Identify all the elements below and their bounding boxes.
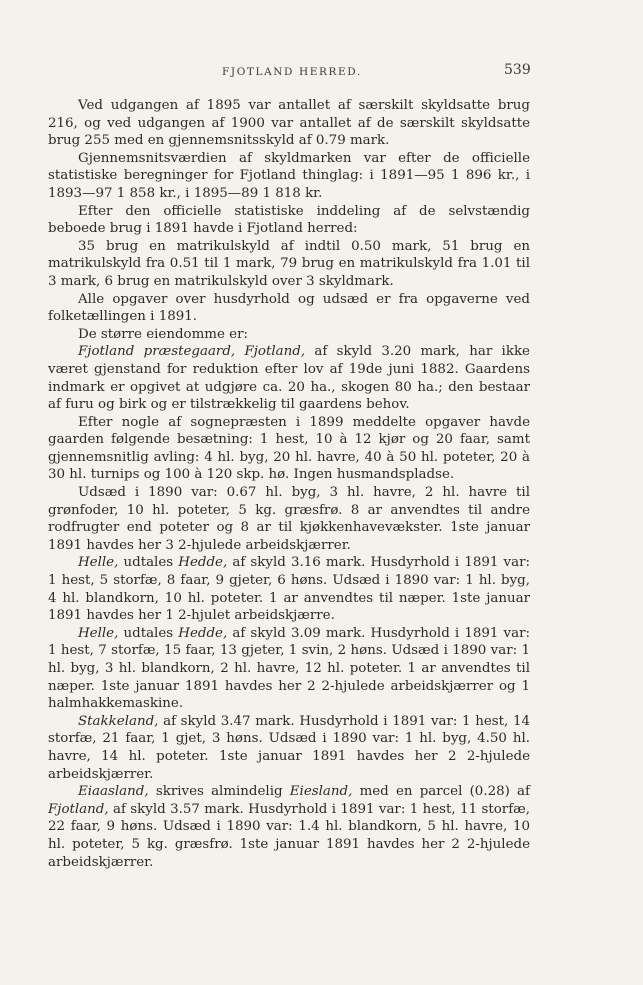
text-run: Alle opgaver over husdyrhold og udsæd er fra opgaverne ved folketællingen i 1891. xyxy=(48,291,530,325)
paragraph xyxy=(48,326,530,344)
italic-run: Hedde, xyxy=(178,555,228,571)
text-run: af skyld 3.09 mark. Husdyrhold i 1891 var: 1 hest, 7 storfæ, 15 faar, 13 gjeter, 1 svin, 2 høns. Udsæd i 1890 var: 1 hl. byg, 3 hl. blandkorn, 2 hl. havre, 12 hl. poteter. 1 ar anvendtes til næper. 1ste januar 1891 havdes her 2 2-hjulede arbeidskjærrer og 1 halmhakkemaskine. xyxy=(48,625,530,712)
page-number: 539 xyxy=(504,62,531,78)
italic-run: Helle, xyxy=(78,555,119,571)
paragraph xyxy=(48,97,530,150)
italic-run: Helle, xyxy=(78,625,119,641)
text-run: udtales xyxy=(118,625,179,641)
running-title: FJOTLAND HERRED. xyxy=(222,66,362,78)
text-run: Efter nogle af sognepræsten i 1899 meddelte opgaver havde gaarden følgende besætning: 1 hest, 10 à 12 kjør og 20 faar, samt gjennemsnitlig avling: 4 hl. byg, 20 hl. havre, 40 à 50 hl. poteter, 20 à 30 hl. turnips og 100 à 120 skp. hø. Ingen husmandspladse. xyxy=(48,414,530,483)
italic-run: Eiesland, xyxy=(289,784,353,800)
paragraph xyxy=(48,414,530,484)
running-head xyxy=(0,62,643,84)
italic-run: Fjotland, xyxy=(48,801,109,817)
paragraph xyxy=(48,783,530,871)
paragraph xyxy=(48,238,530,291)
paragraph xyxy=(48,343,530,413)
text-run: med en parcel (0.28) af xyxy=(352,784,530,800)
paragraph xyxy=(48,291,530,326)
text-run: 35 brug en matrikulskyld af indtil 0.50 mark, 51 brug en matrikulskyld fra 0.51 til 1 mark, 79 brug en matrikulskyld fra 1.01 til 3 mark, 6 brug en matrikulskyld over 3 skyldmark. xyxy=(48,238,530,289)
paragraph xyxy=(48,625,530,713)
text-run: De større eiendomme er: xyxy=(78,326,249,342)
paragraph xyxy=(48,484,530,554)
paragraph xyxy=(48,713,530,783)
text-run: af skyld 3.20 mark, har ikke været gjenstand for reduktion efter lov af 19de juni 1882. Gaardens indmark er opgivet at udgjøre ca. 20 ha., skogen 80 ha.; den bestaar af furu og birk og er tilstrækkelig til gaardens behov. xyxy=(48,344,530,413)
text-run: af skyld 3.16 mark. Husdyrhold i 1891 var: 1 hest, 5 storfæ, 8 faar, 9 gjeter, 6 høns. Udsæd i 1890 var: 1 hl. byg, 4 hl. blandkorn, 10 hl. poteter. 1 ar anvendtes til næper. 1ste januar 1891 havdes her 1 2-hjulet arbeidskjærre. xyxy=(48,555,530,624)
paragraph xyxy=(48,203,530,238)
paragraph xyxy=(48,150,530,203)
text-run: af skyld 3.47 mark. Husdyrhold i 1891 var: 1 hest, 14 storfæ, 21 faar, 1 gjet, 3 høns. Udsæd i 1890 var: 1 hl. byg, 4.50 hl. havre, 14 hl. poteter. 1ste januar 1891 havdes her 2 2-hjulede arbeidskjærrer. xyxy=(48,713,530,782)
italic-run: Stakkeland, xyxy=(78,713,159,729)
italic-run: Eiaasland, xyxy=(78,784,149,800)
text-run: Gjennemsnitsværdien af skyldmarken var efter de officielle statistiske beregninger for Fjotland thinglag: i 1891—95 1 896 kr., i 1893—97 1 858 kr., i 1895—89 1 818 kr. xyxy=(48,150,530,201)
italic-run: Hedde, xyxy=(178,625,228,641)
text-run: Efter den officielle statistiske inddeling af de selvstændig beboede brug i 1891 havde i Fjotland herred: xyxy=(48,203,530,237)
text-run: skrives almindelig xyxy=(148,784,290,800)
paragraph xyxy=(48,554,530,624)
italic-run: Fjotland præstegaard, Fjotland, xyxy=(78,344,306,360)
body-text xyxy=(48,97,530,871)
text-run: Udsæd i 1890 var: 0.67 hl. byg, 3 hl. havre, 2 hl. havre til grønfoder, 10 hl. poteter, 5 kg. græsfrø. 8 ar anvendtes til andre rodfrugter end poteter og 8 ar til kjøkkenhavevækster. 1ste januar 1891 havdes her 3 2-hjulede arbeidskjærrer. xyxy=(48,485,530,553)
text-run: Ved udgangen af 1895 var antallet af særskilt skyldsatte brug 216, og ved udgangen af 1900 var antallet af de særskilt skyldsatte brug 255 med en gjennemsnitsskyld af 0.79 mark. xyxy=(48,98,530,149)
text-run: af skyld 3.57 mark. Husdyrhold i 1891 var: 1 hest, 11 storfæ, 22 faar, 9 høns. Udsæd i 1890 var: 1.4 hl. blandkorn, 5 hl. havre, 10 hl. poteter, 5 kg. græsfrø. 1ste januar 1891 havdes her 2 2-hjulede arbeidskjærrer. xyxy=(48,801,530,870)
text-run: udtales xyxy=(118,555,179,571)
